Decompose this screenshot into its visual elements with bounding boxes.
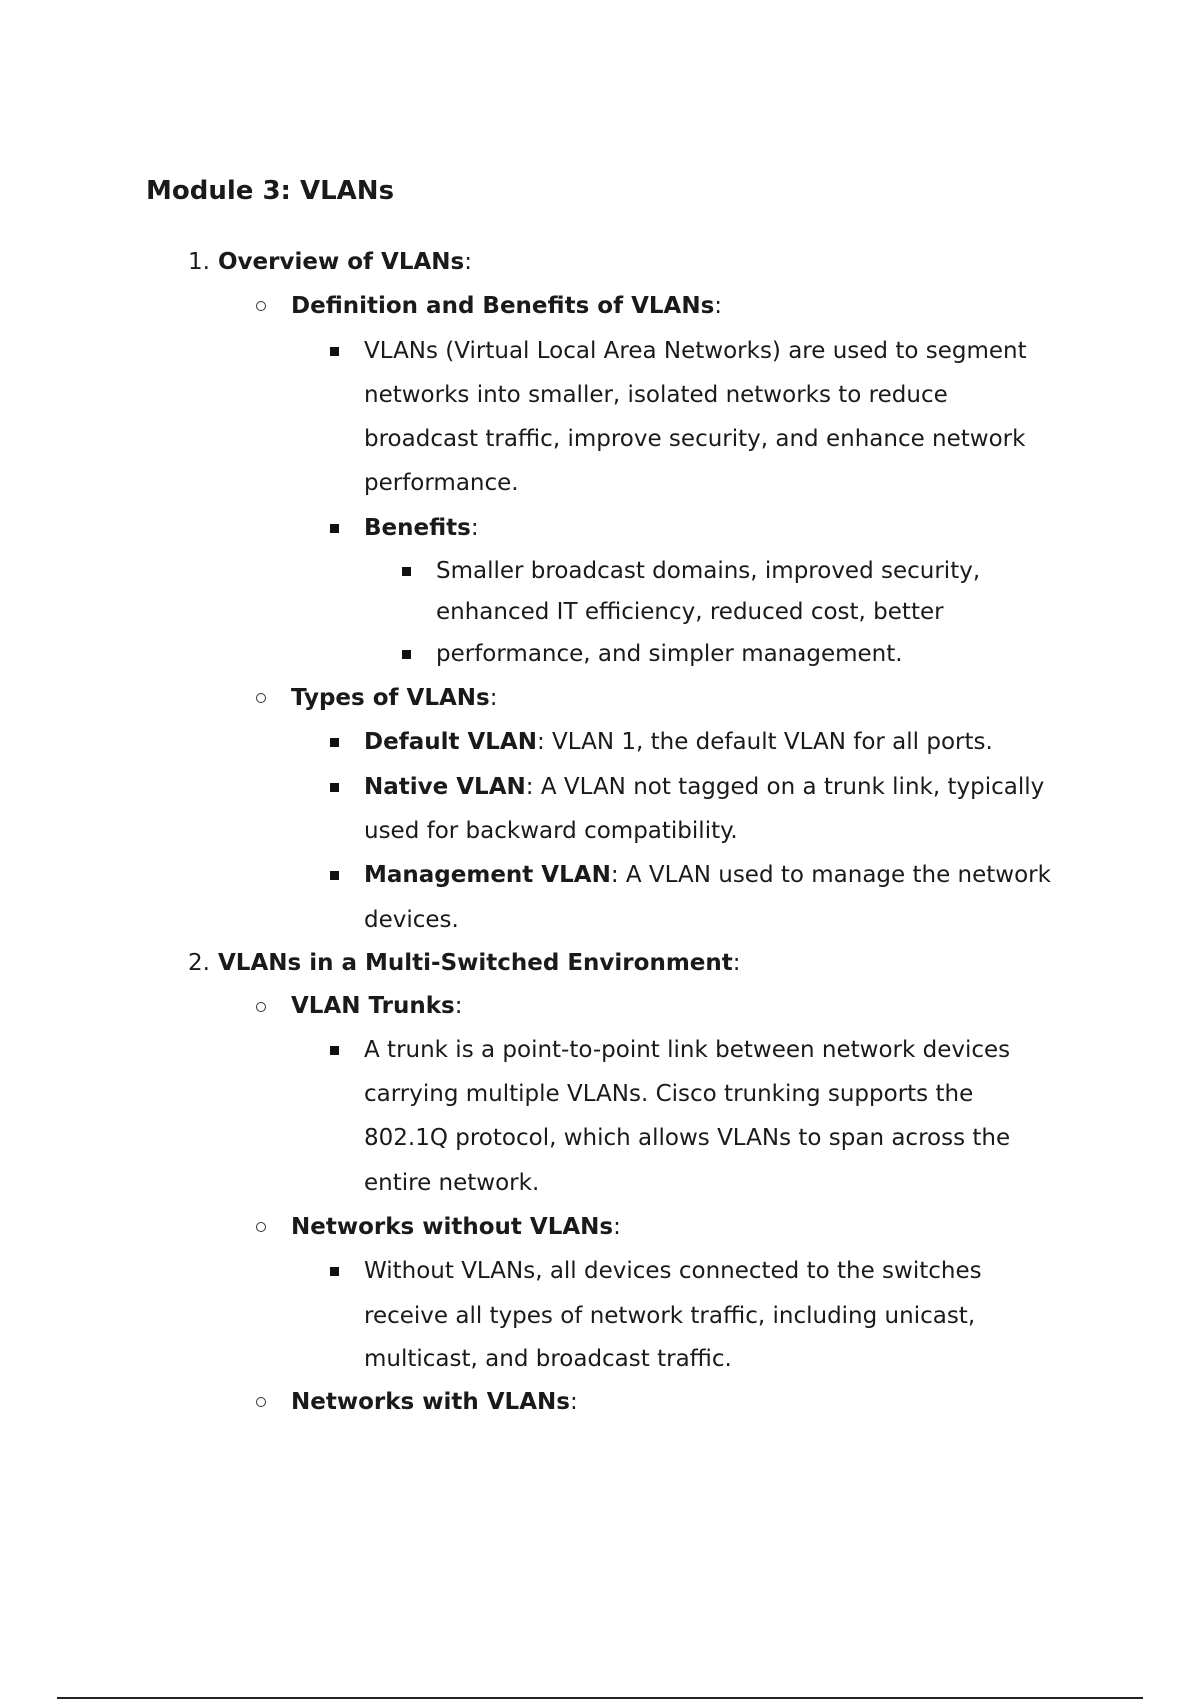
square-bullet-icon xyxy=(330,1046,339,1055)
list-item: VLANs (Virtual Local Area Networks) are used to segment xyxy=(0,329,1200,373)
list-item: Without VLANs, all devices connected to the switches xyxy=(0,1249,1200,1293)
list-item: Management VLAN: A VLAN used to manage the network xyxy=(0,853,1200,897)
circle-bullet-icon xyxy=(256,693,266,703)
list-number: 2. xyxy=(188,949,210,976)
list-item-continuation: enhanced IT efficiency, reduced cost, better xyxy=(436,599,944,626)
list-item: performance, and simpler management. xyxy=(0,632,1200,676)
subsection-types-heading: Types of VLANs: xyxy=(0,676,1200,720)
square-bullet-icon xyxy=(330,347,339,356)
list-item-continuation: receive all types of network traffic, including unicast, xyxy=(364,1302,976,1329)
list-item-continuation: carrying multiple VLANs. Cisco trunking supports the xyxy=(364,1081,974,1108)
circle-bullet-icon xyxy=(256,1397,266,1407)
list-item-continuation: performance. xyxy=(364,470,519,497)
benefits-heading: Benefits: xyxy=(0,506,1200,550)
square-bullet-icon xyxy=(330,1267,339,1276)
circle-bullet-icon xyxy=(256,1002,266,1012)
square-bullet-icon xyxy=(330,783,339,792)
document-body xyxy=(0,240,1200,1424)
list-item: Native VLAN: A VLAN not tagged on a trunk link, typically xyxy=(0,765,1200,809)
square-bullet-icon xyxy=(402,650,411,659)
subsection-with-vlans-heading: Networks with VLANs: xyxy=(0,1380,1200,1424)
list-item-continuation: 802.1Q protocol, which allows VLANs to span across the xyxy=(364,1125,1011,1152)
list-item-continuation: networks into smaller, isolated networks to reduce xyxy=(364,381,948,408)
list-number: 1. xyxy=(188,249,210,275)
section-1-heading: 1. Overview of VLANs: xyxy=(0,240,1200,284)
list-item-continuation: multicast, and broadcast traffic. xyxy=(364,1345,732,1372)
list-item: A trunk is a point-to-point link between network devices xyxy=(0,1028,1200,1072)
subsection-definition-heading: Definition and Benefits of VLANs: xyxy=(0,284,1200,328)
square-bullet-icon xyxy=(330,871,339,880)
list-item: Default VLAN: VLAN 1, the default VLAN for all ports. xyxy=(0,720,1200,764)
square-bullet-icon xyxy=(330,524,339,533)
list-item-continuation: entire network. xyxy=(364,1169,540,1196)
list-item-continuation: used for backward compatibility. xyxy=(364,817,738,844)
list-item-continuation: devices. xyxy=(364,906,459,933)
square-bullet-icon xyxy=(402,567,411,576)
section-2-heading: 2. VLANs in a Multi-Switched Environment: xyxy=(0,942,1200,985)
square-bullet-icon xyxy=(330,738,339,747)
circle-bullet-icon xyxy=(256,301,266,311)
subsection-without-vlans-heading: Networks without VLANs: xyxy=(0,1205,1200,1249)
page-title: Module 3: VLANs xyxy=(146,176,395,206)
list-item-continuation: broadcast traffic, improve security, and enhance network xyxy=(364,426,1026,453)
page-bottom-rule xyxy=(57,1697,1143,1699)
subsection-trunks-heading: VLAN Trunks: xyxy=(0,985,1200,1028)
list-item: Smaller broadcast domains, improved security, xyxy=(0,550,1200,592)
circle-bullet-icon xyxy=(256,1222,266,1232)
